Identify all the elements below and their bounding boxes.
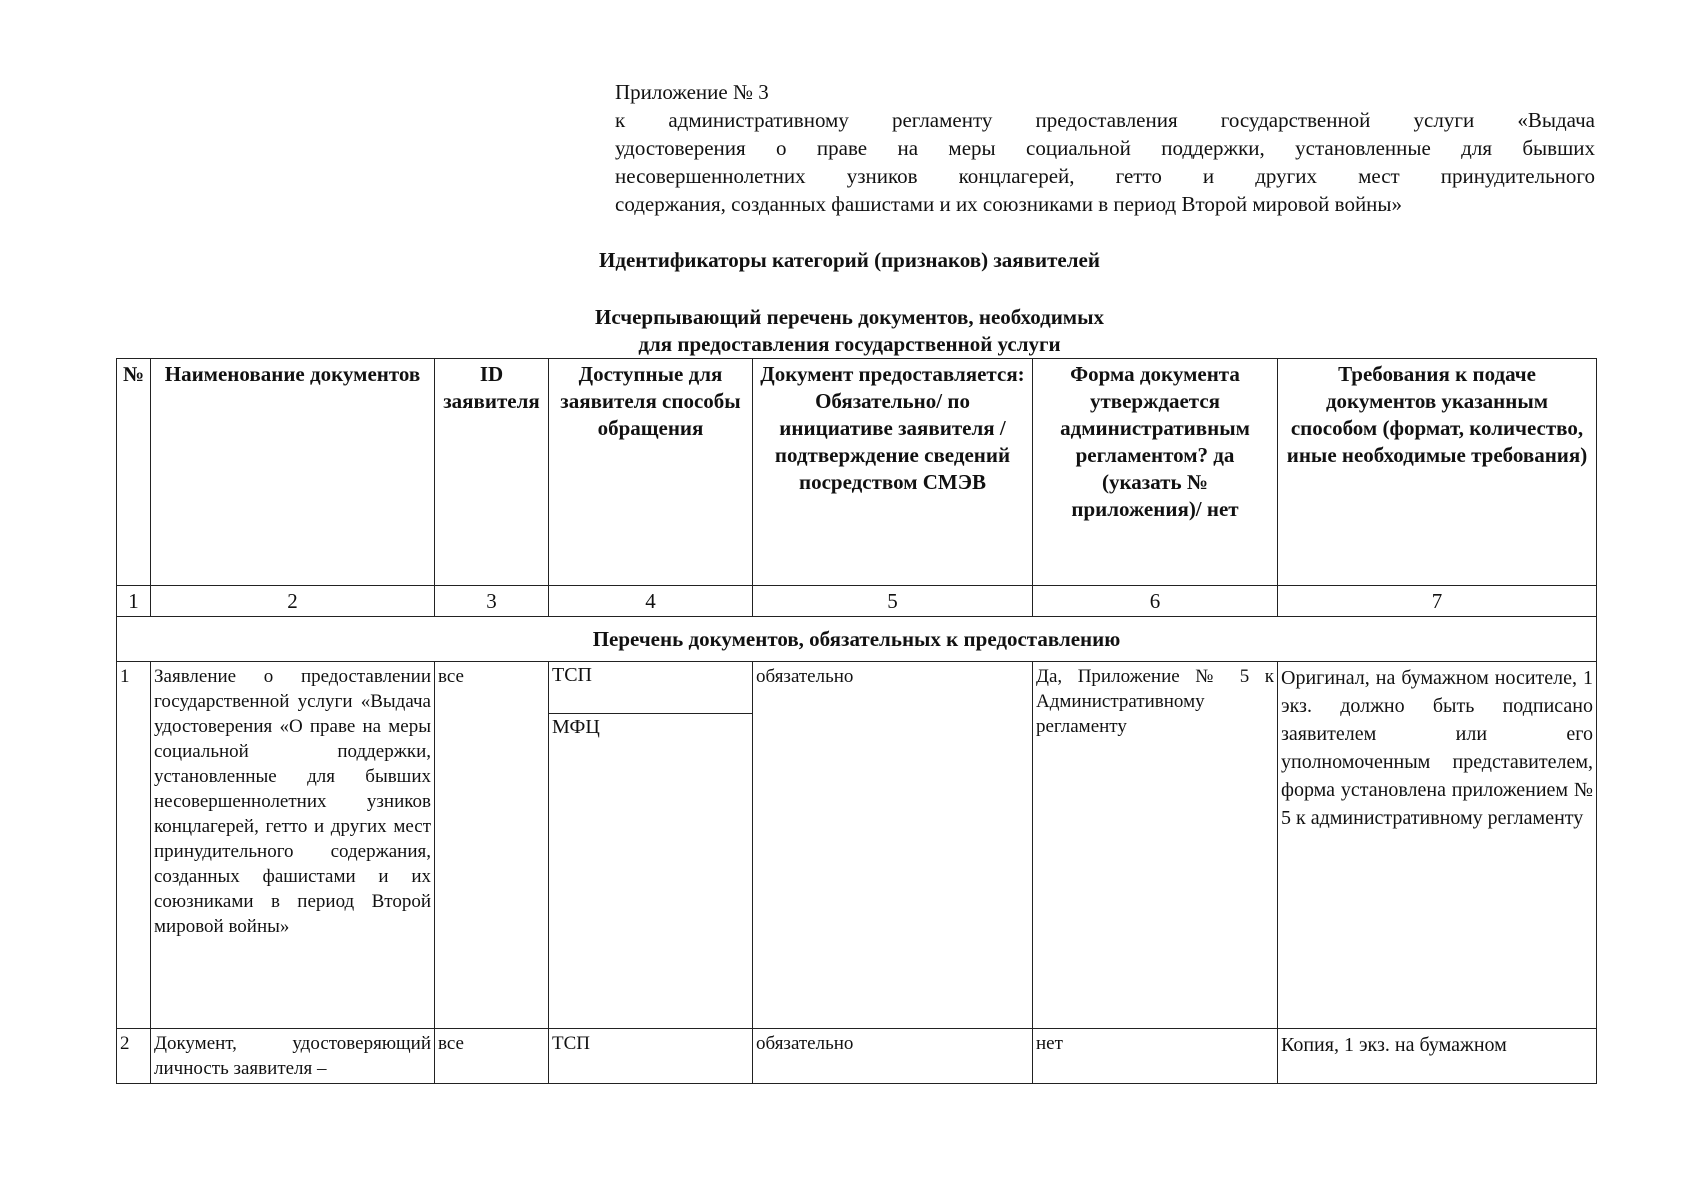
table-row: [117, 662, 1597, 1029]
col-number: 3: [435, 586, 549, 617]
row-doc-name: Документ, удостоверяющий личность заявителя –: [151, 1029, 435, 1084]
row-num: 2: [117, 1029, 151, 1084]
section-title: Перечень документов, обязательных к предоставлению: [117, 617, 1597, 662]
appendix-line-4: содержания, созданных фашистами и их союзниками в период Второй мировой войны»: [615, 192, 1403, 216]
col-number: 2: [151, 586, 435, 617]
way-mfc: МФЦ: [552, 716, 600, 738]
col-number: 7: [1278, 586, 1597, 617]
header-form: Форма документа утверждается административным регламентом? да (указать № приложения)/ нет: [1033, 359, 1278, 586]
header-name: Наименование документов: [151, 359, 435, 586]
row-ways: [549, 662, 753, 1029]
header-row: [117, 359, 1597, 586]
header-id: ID заявителя: [435, 359, 549, 586]
row-applicant-id: все: [435, 1029, 549, 1084]
appendix-header: [615, 78, 1595, 218]
row-requirements: Копия, 1 экз. на бумажном: [1278, 1029, 1597, 1084]
appendix-line-1: к административному регламенту предоставления государственной услуги «Выдача: [615, 108, 1595, 132]
header-ways: Доступные для заявителя способы обращения: [549, 359, 753, 586]
row-provided: обязательно: [753, 662, 1033, 1029]
identifiers-title: Идентификаторы категорий (признаков) заявителей: [599, 248, 1100, 272]
way-tsp: ТСП: [549, 662, 752, 714]
header-provided: Документ предоставляется: Обязательно/ по инициативе заявителя /подтверждение сведений посредством СМЭВ: [753, 359, 1033, 586]
col-number: 4: [549, 586, 753, 617]
col-number: 6: [1033, 586, 1278, 617]
row-form: Да, Приложение № 5 к Административному регламенту: [1033, 662, 1278, 1029]
row-num: 1: [117, 662, 151, 1029]
header-num: №: [117, 359, 151, 586]
appendix-line-3: несовершеннолетних узников концлагерей, гетто и других мест принудительного: [615, 164, 1595, 188]
col-number: 5: [753, 586, 1033, 617]
row-requirements: Оригинал, на бумажном носителе, 1 экз. должно быть подписано заявителем или его уполномоченным представителем, форма установлена приложением № 5 к административному регламенту: [1278, 662, 1597, 1029]
header-requirements: Требования к подаче документов указанным способом (формат, количество, иные необходимые требования): [1278, 359, 1597, 586]
appendix-number: Приложение № 3: [615, 80, 769, 104]
table-row: [117, 1029, 1597, 1084]
col-number: 1: [117, 586, 151, 617]
row-provided: обязательно: [753, 1029, 1033, 1084]
row-way: ТСП: [549, 1029, 753, 1084]
row-form: нет: [1033, 1029, 1278, 1084]
row-applicant-id: все: [435, 662, 549, 1029]
row-doc-name: Заявление о предоставлении государственной услуги «Выдача удостоверения «О праве на меры социальной поддержки, установленные для бывших несовершеннолетних узников концлагерей, гетто и других мест принудительного содержания, созданных фашистами и их союзниками в период Второй мировой войны»: [151, 662, 435, 1029]
section-row: [117, 617, 1597, 662]
appendix-line-2: удостоверения о праве на меры социальной поддержки, установленные для бывших: [615, 136, 1595, 160]
documents-title-line-2: для предоставления государственной услуги: [638, 332, 1061, 356]
documents-title-line-1: Исчерпывающий перечень документов, необходимых: [594, 305, 1105, 329]
documents-table: [116, 358, 1597, 1084]
column-numbers-row: [117, 586, 1597, 617]
